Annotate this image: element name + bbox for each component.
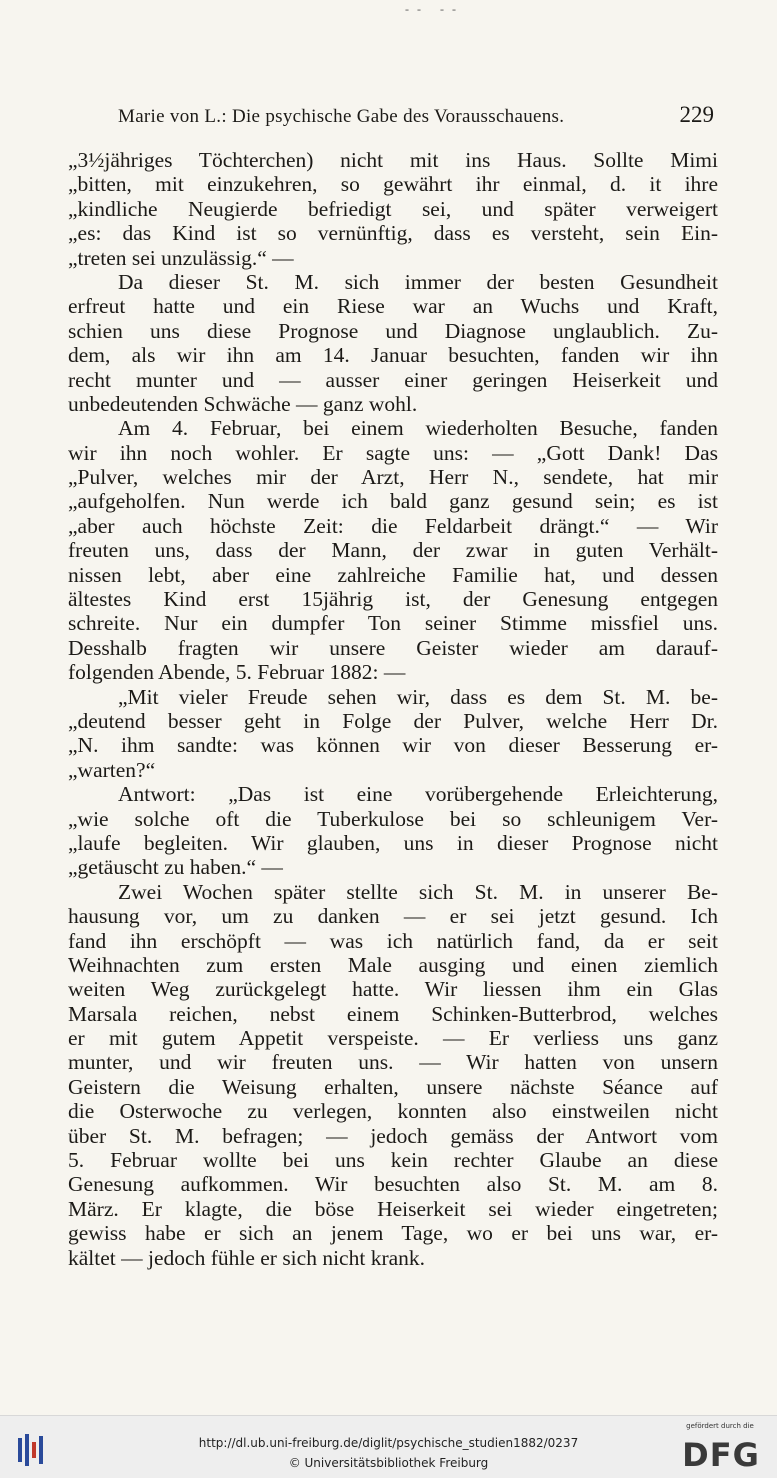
dfg-logo bbox=[675, 1422, 765, 1474]
copyright-notice: © Universitätsbibliothek Freiburg bbox=[288, 1456, 489, 1470]
text-line: kältet — jedoch fühle er sich nicht krank. bbox=[68, 1245, 426, 1270]
text-line: unbedeutenden Schwäche — ganz wohl. bbox=[68, 391, 418, 416]
text-line: Zwei Wochen später stellte sich St. M. in unserer Be- bbox=[118, 879, 718, 904]
text-line: Genesung aufkommen. Wir besuchten also St. M. am 8. bbox=[68, 1172, 718, 1197]
text-line: dem, als wir ihn am 14. Januar besuchten, fanden wir ihn bbox=[68, 343, 718, 368]
text-line: recht munter und — ausser einer geringen Heiserkeit und bbox=[68, 367, 718, 392]
text-line: „treten sei unzulässig.“ — bbox=[68, 245, 294, 270]
text-line: Weihnachten zum ersten Male ausging und einen ziemlich bbox=[68, 952, 718, 977]
page-number: 229 bbox=[679, 102, 714, 127]
text-line: die Osterwoche zu verlegen, konnten also einstweilen nicht bbox=[68, 1099, 718, 1124]
dfg-logo-text: DFG bbox=[682, 1436, 760, 1474]
top-marks: -- -- bbox=[405, 2, 464, 16]
dfg-caption: gefördert durch die bbox=[686, 1422, 754, 1430]
text-line: erfreut hatte und ein Riese war an Wuchs und Kraft, bbox=[68, 294, 718, 319]
text-line: März. Er klagte, die böse Heiserkeit sei wieder eingetreten; bbox=[68, 1196, 718, 1221]
text-line: ältestes Kind erst 15jährig ist, der Genesung entgegen bbox=[68, 587, 718, 612]
text-line: folgenden Abende, 5. Februar 1882: — bbox=[68, 660, 406, 685]
text-line: Marsala reichen, nebst einem Schinken-Butterbrod, welches bbox=[68, 1001, 718, 1026]
footer-bar bbox=[0, 1415, 777, 1478]
text-line: über St. M. befragen; — jedoch gemäss der Antwort vom bbox=[68, 1123, 718, 1148]
text-line: „laufe begleiten. Wir glauben, uns in dieser Prognose nicht bbox=[68, 830, 718, 855]
text-line: „N. ihm sandte: was können wir von dieser Besserung er- bbox=[68, 733, 718, 758]
text-line: weiten Weg zurückgelegt hatte. Wir liessen ihm ein Glas bbox=[68, 977, 718, 1002]
text-line: Antwort: „Das ist eine vorübergehende Erleichterung, bbox=[118, 782, 718, 807]
text-line: Da dieser St. M. sich immer der besten Gesundheit bbox=[118, 269, 718, 294]
text-line: „Mit vieler Freude sehen wir, dass es dem St. M. be- bbox=[118, 684, 718, 709]
text-line: gewiss habe er sich an jenem Tage, wo er bei uns war, er- bbox=[68, 1221, 718, 1246]
text-line: „Pulver, welches mir der Arzt, Herr N., sendete, hat mir bbox=[68, 465, 718, 490]
text-line: „es: das Kind ist so vernünftig, dass es versteht, sein Ein- bbox=[68, 221, 718, 246]
text-line: „deutend besser geht in Folge der Pulver, welche Herr Dr. bbox=[68, 708, 718, 733]
text-line: freuten uns, dass der Mann, der zwar in guten Verhält- bbox=[68, 538, 718, 563]
text-line: Am 4. Februar, bei einem wiederholten Besuche, fanden bbox=[118, 416, 718, 441]
text-line: schreite. Nur ein dumpfer Ton seiner Stimme missfiel uns. bbox=[68, 611, 718, 636]
text-line: wir ihn noch wohler. Er sagte uns: — „Gott Dank! Das bbox=[68, 440, 718, 465]
text-line: Geistern die Weisung erhalten, unsere nächste Séance auf bbox=[68, 1074, 718, 1099]
text-line: „warten?“ bbox=[68, 757, 156, 782]
text-line: nissen lebt, aber eine zahlreiche Familie hat, und dessen bbox=[68, 562, 718, 587]
text-line: „getäuscht zu haben.“ — bbox=[68, 855, 283, 880]
text-line: hausung vor, um zu danken — er sei jetzt gesund. Ich bbox=[68, 904, 718, 929]
text-line: „bitten, mit einzukehren, so gewährt ihr einmal, d. it ihre bbox=[68, 172, 718, 197]
text-line: „wie solche oft die Tuberkulose bei so schleunigem Ver- bbox=[68, 806, 718, 831]
text-line: Desshalb fragten wir unsere Geister wieder am darauf- bbox=[68, 635, 718, 660]
text-line: er mit gutem Appetit verspeiste. — Er verliess uns ganz bbox=[68, 1026, 718, 1051]
text-line: munter, und wir freuten uns. — Wir hatten von unsern bbox=[68, 1050, 718, 1075]
text-line: 5. Februar wollte bei uns kein rechter Glaube an diese bbox=[68, 1148, 718, 1173]
text-line: „3½jähriges Töchterchen) nicht mit ins Haus. Sollte Mimi bbox=[68, 148, 718, 172]
text-line: „kindliche Neugierde befriedigt sei, und später verweigert bbox=[68, 196, 718, 221]
source-url[interactable]: http://dl.ub.uni-freiburg.de/diglit/psychische_studien1882/0237 bbox=[198, 1436, 579, 1450]
running-title: Marie von L.: Die psychische Gabe des Vorausschauens. bbox=[118, 106, 565, 127]
text-line: fand ihn erschöpft — was ich natürlich fand, da er seit bbox=[68, 928, 718, 953]
text-line: „aufgeholfen. Nun werde ich bald ganz gesund sein; es ist bbox=[68, 489, 718, 514]
body-text bbox=[68, 148, 718, 1270]
text-line: „aber auch höchste Zeit: die Feldarbeit drängt.“ — Wir bbox=[68, 513, 718, 538]
text-line: schien uns diese Prognose und Diagnose unglaublich. Zu- bbox=[68, 318, 718, 343]
